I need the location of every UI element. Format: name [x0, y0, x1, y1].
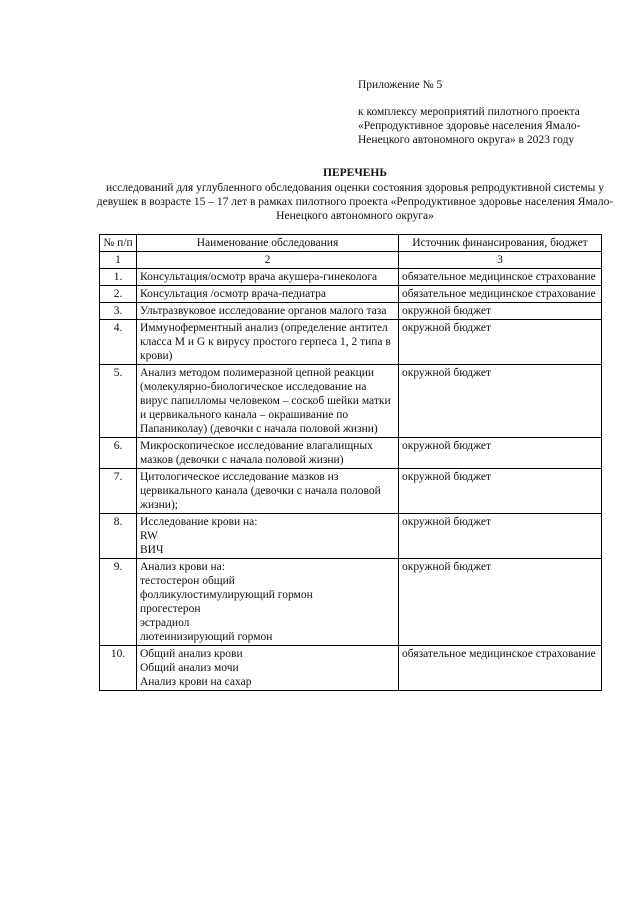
table-header-row [100, 235, 602, 252]
document-subtitle: исследований для углубленного обследования оценки состояния здоровья репродуктивной системы у девушек в возрасте 15 – 17 лет в рамках пилотного проекта «Репродуктивное здоровье населения Ямало-Ненецкого автономного округа» [96, 182, 614, 223]
funding-source: окружной бюджет [399, 438, 602, 469]
table-row [100, 320, 602, 365]
table-row [100, 365, 602, 438]
examination-name-line: Консультация/осмотр врача акушера-гинеколога [140, 271, 378, 284]
row-number: 3. [100, 303, 137, 320]
column-number: 1 [100, 252, 137, 269]
funding-source: окружной бюджет [399, 559, 602, 646]
table-row [100, 438, 602, 469]
row-number: 6. [100, 438, 137, 469]
document-title: ПЕРЕЧЕНЬ [323, 167, 387, 179]
examination-name-cell [137, 320, 399, 365]
examination-name-cell [137, 303, 399, 320]
examination-name-line: Анализ крови на: [140, 561, 225, 574]
examination-name-line: Иммуноферментный анализ (определение антител класса M и G к вирусу простого герпеса 1, 2 типа в крови) [140, 322, 391, 363]
examination-name-cell [137, 646, 399, 691]
funding-source: обязательное медицинское страхование [399, 646, 602, 691]
examination-name-cell [137, 514, 399, 559]
examination-name-line: Анализ методом полимеразной цепной реакции (молекулярно-биологическое исследование на вирус папилломы человеком – соскоб шейки матки и цервикального канала – окрашивание по Папаниколау) (девочки с начала половой жизни) [140, 367, 391, 436]
examination-name-line: Микроскопическое исследование влагалищных мазков (девочки с начала половой жизни) [140, 440, 373, 467]
examination-name-cell [137, 286, 399, 303]
funding-source: обязательное медицинское страхование [399, 269, 602, 286]
appendix-block [358, 78, 608, 147]
examination-name-line: прогестерон [140, 603, 201, 616]
header-number: № п/п [100, 235, 137, 252]
table-column-numbers-row [100, 252, 602, 269]
examination-name-line: Исследование крови на: [140, 516, 258, 529]
row-number: 4. [100, 320, 137, 365]
table-row [100, 559, 602, 646]
examination-name-line: Общий анализ крови [140, 648, 243, 661]
table-row [100, 303, 602, 320]
funding-source: обязательное медицинское страхование [399, 286, 602, 303]
column-number: 3 [399, 252, 602, 269]
document-heading [95, 166, 615, 223]
funding-source: окружной бюджет [399, 469, 602, 514]
appendix-description: к комплексу мероприятий пилотного проекта «Репродуктивное здоровье населения Ямало-Ненецкого автономного округа» в 2023 году [358, 106, 581, 147]
examinations-table [99, 234, 602, 691]
examination-name-line: RW [140, 530, 158, 543]
funding-source: окружной бюджет [399, 514, 602, 559]
funding-source: окружной бюджет [399, 365, 602, 438]
examination-name-line: ВИЧ [140, 544, 164, 557]
appendix-number: Приложение № 5 [358, 79, 443, 91]
row-number: 9. [100, 559, 137, 646]
table-row [100, 646, 602, 691]
examination-name-line: Консультация /осмотр врача-педиатра [140, 288, 326, 301]
row-number: 7. [100, 469, 137, 514]
row-number: 5. [100, 365, 137, 438]
examination-name-line: Цитологическое исследование мазков из цервикального канала (девочки с начала половой жизни); [140, 471, 381, 512]
examination-name-line: тестостерон общий [140, 575, 235, 588]
table-row [100, 269, 602, 286]
row-number: 1. [100, 269, 137, 286]
examination-name-cell [137, 438, 399, 469]
funding-source: окружной бюджет [399, 303, 602, 320]
funding-source: окружной бюджет [399, 320, 602, 365]
examination-name-line: Ультразвуковое исследование органов малого таза [140, 305, 387, 318]
row-number: 2. [100, 286, 137, 303]
examination-name-line: Общий анализ мочи [140, 662, 239, 675]
column-number: 2 [137, 252, 399, 269]
table-row [100, 286, 602, 303]
examination-name-line: фолликулостимулирующий гормон [140, 589, 313, 602]
row-number: 10. [100, 646, 137, 691]
examination-name-cell [137, 559, 399, 646]
examination-name-line: эстрадиол [140, 617, 190, 630]
header-name: Наименование обследования [137, 235, 399, 252]
row-number: 8. [100, 514, 137, 559]
examination-name-cell [137, 365, 399, 438]
examination-name-line: лютеинизирующий гормон [140, 631, 273, 644]
examination-name-cell [137, 269, 399, 286]
table-row [100, 469, 602, 514]
examination-name-line: Анализ крови на сахар [140, 676, 252, 689]
header-source: Источник финансирования, бюджет [399, 235, 602, 252]
table-row [100, 514, 602, 559]
examination-name-cell [137, 469, 399, 514]
